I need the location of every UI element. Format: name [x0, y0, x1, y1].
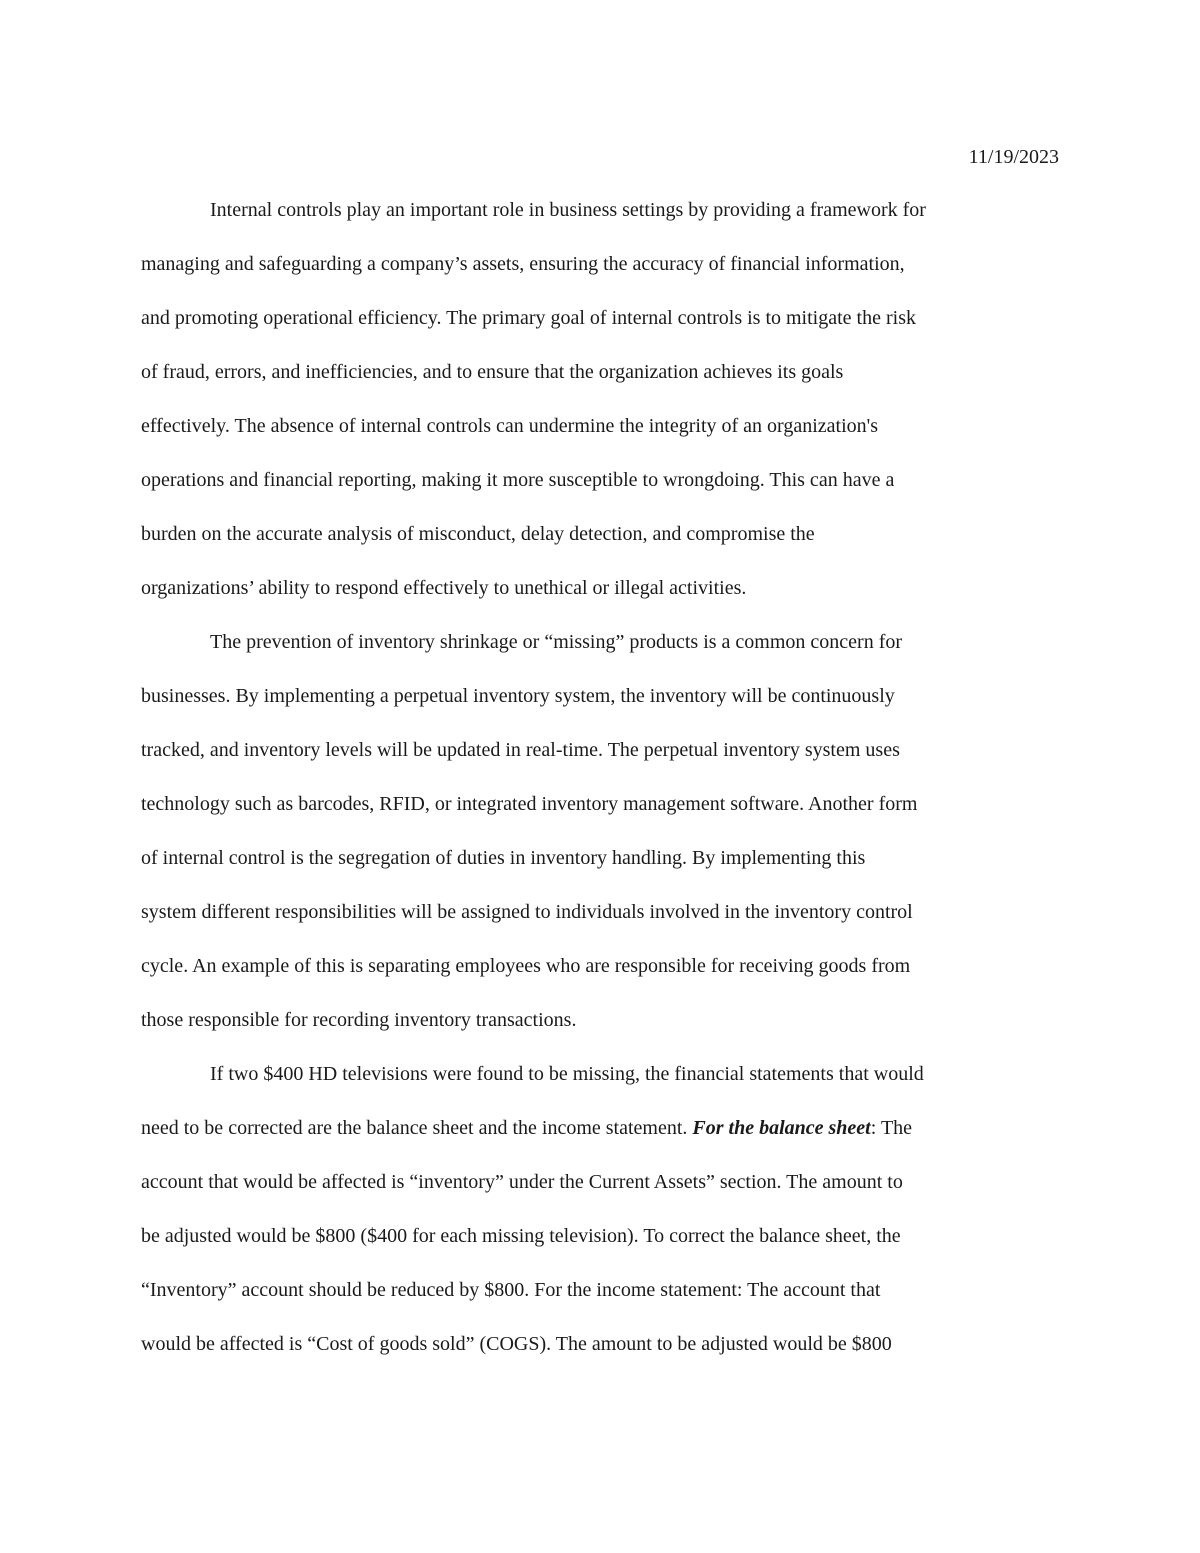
paragraph-line: cycle. An example of this is separating employees who are responsible for receiving goods from: [141, 955, 911, 977]
line-text-before: need to be corrected are the balance sheet and the income statement.: [141, 1117, 693, 1139]
paragraph-line: would be affected is “Cost of goods sold” (COGS). The amount to be adjusted would be $800: [141, 1333, 892, 1355]
paragraph-line: effectively. The absence of internal controls can undermine the integrity of an organization's: [141, 415, 879, 437]
line-text-after: : The: [870, 1117, 913, 1139]
paragraph-line: of fraud, errors, and inefficiencies, and to ensure that the organization achieves its goals: [141, 361, 844, 383]
paragraph-line: tracked, and inventory levels will be updated in real-time. The perpetual inventory system uses: [141, 739, 900, 761]
paragraph-line: organizations’ ability to respond effectively to unethical or illegal activities.: [141, 577, 747, 599]
paragraph-line: technology such as barcodes, RFID, or integrated inventory management software. Another form: [141, 793, 918, 815]
paragraph-line: those responsible for recording inventory transactions.: [141, 1009, 577, 1031]
paragraph-line: be adjusted would be $800 ($400 for each missing television). To correct the balance sheet, the: [141, 1225, 901, 1247]
paragraph-internal-controls: [141, 183, 1059, 615]
paragraph-line: managing and safeguarding a company’s assets, ensuring the accuracy of financial information,: [141, 253, 905, 275]
date-header: 11/19/2023: [968, 146, 1059, 168]
balance-sheet-emphasis: For the balance sheet: [692, 1117, 871, 1139]
paragraph-line-with-emphasis: [141, 1101, 1059, 1155]
paragraph-missing-televisions: [141, 1047, 1059, 1371]
paragraph-line: account that would be affected is “inventory” under the Current Assets” section. The amount to: [141, 1171, 903, 1193]
document-body: [141, 183, 1059, 1371]
paragraph-line: If two $400 HD televisions were found to be missing, the financial statements that would: [210, 1063, 924, 1085]
paragraph-line: of internal control is the segregation of duties in inventory handling. By implementing this: [141, 847, 866, 869]
paragraph-line: “Inventory” account should be reduced by $800. For the income statement: The account that: [141, 1279, 881, 1301]
paragraph-line: burden on the accurate analysis of misconduct, delay detection, and compromise the: [141, 523, 815, 545]
paragraph-line: The prevention of inventory shrinkage or “missing” products is a common concern for: [210, 631, 903, 653]
paragraph-line: businesses. By implementing a perpetual inventory system, the inventory will be continuously: [141, 685, 895, 707]
paragraph-inventory-shrinkage: [141, 615, 1059, 1047]
paragraph-line: Internal controls play an important role in business settings by providing a framework for: [210, 199, 926, 221]
paragraph-line: operations and financial reporting, making it more susceptible to wrongdoing. This can have a: [141, 469, 895, 491]
paragraph-line: system different responsibilities will be assigned to individuals involved in the inventory control: [141, 901, 913, 923]
paragraph-line: and promoting operational efficiency. The primary goal of internal controls is to mitigate the risk: [141, 307, 916, 329]
